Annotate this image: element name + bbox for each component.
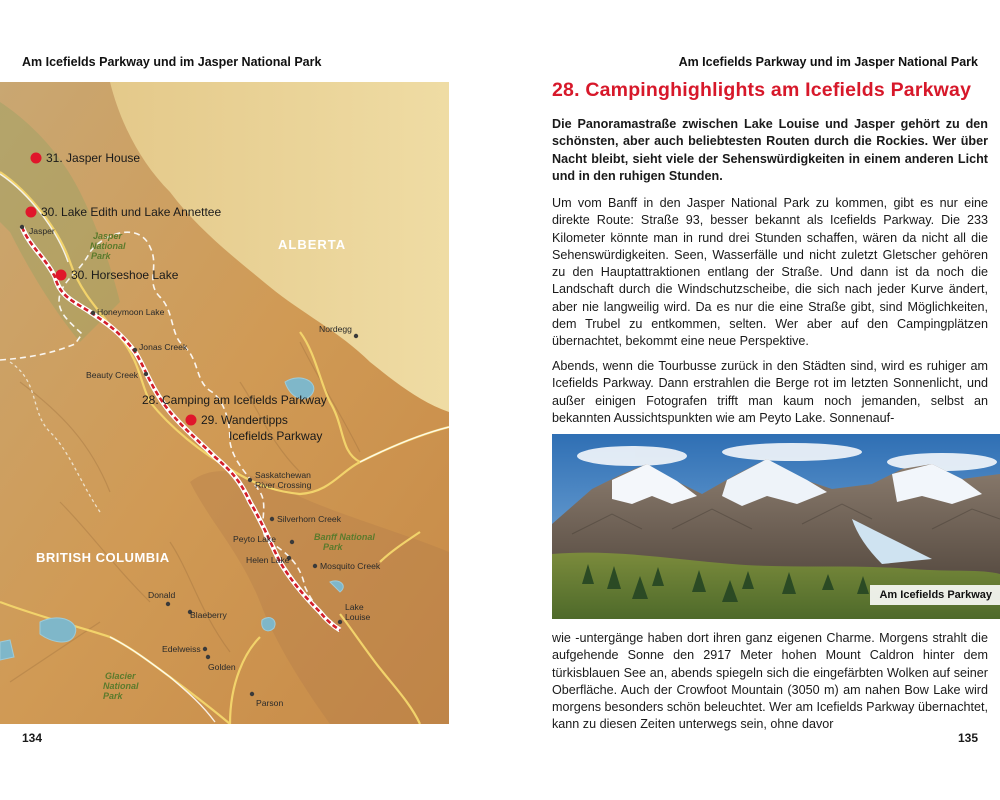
place-label-saskatchewan-2: River Crossing bbox=[255, 480, 312, 490]
place-label-blaeberry: Blaeberry bbox=[190, 610, 227, 620]
place-label-helen-lake: Helen Lake bbox=[246, 555, 290, 565]
intro-paragraph: Die Panoramastraße zwischen Lake Louise und Jasper gehört zu den schönsten, aber auch beliebtesten Routen durch die Rockies. Wer über Nacht bleibt, sieht viele der Sehenswürdigkeiten in einem anderen Licht und in den ruhigen Stunden. bbox=[552, 117, 988, 183]
highlight-label-29-line2: Icefields Parkway bbox=[229, 429, 323, 443]
park-label-banff-2: Park bbox=[323, 542, 343, 552]
running-head-right: Am Icefields Parkway und im Jasper National Park bbox=[678, 55, 978, 69]
place-label-mosquito-creek: Mosquito Creek bbox=[320, 561, 381, 571]
highlight-dot-30a bbox=[26, 207, 37, 218]
highlight-dot-31 bbox=[31, 153, 42, 164]
route-map bbox=[0, 82, 449, 724]
place-label-jasper: Jasper bbox=[29, 226, 55, 236]
body-paragraph-3: wie -untergänge haben dort ihren ganz eigenen Charme. Morgens strahlt die aufgehende Sonne den 2917 Meter hohen Mount Caldron hinter dem türkisblauen See an, abends spiegeln sich die eingefärbten Wolken auf seiner Oberfläche. Auch der Crowfoot Mountain (3050 m) am nahen Bow Lake wird morgens besonders schön beleuchtet. Wer am Icefields Parkway übernachtet, kann zu diesen Zeiten unterwegs sein, ohne davor bbox=[552, 631, 988, 732]
place-label-lake-louise-1: Lake bbox=[345, 602, 364, 612]
highlight-label-31: 31. Jasper House bbox=[46, 151, 141, 165]
page-number-right: 135 bbox=[957, 731, 978, 745]
park-label-glacier-2: National bbox=[103, 681, 139, 691]
highlight-label-30a: 30. Lake Edith und Lake Annettee bbox=[41, 205, 222, 219]
region-label-british-columbia: BRITISH COLUMBIA bbox=[36, 550, 170, 565]
place-label-silverhorn-creek: Silverhorn Creek bbox=[277, 514, 341, 524]
park-label-jasper-3: Park bbox=[91, 251, 111, 261]
place-label-jonas-creek: Jonas Creek bbox=[139, 342, 188, 352]
place-label-golden: Golden bbox=[208, 662, 236, 672]
body-paragraph-1: Um vom Banff in den Jasper National Park zu kommen, gibt es nur eine direkte Route: Straße 93, besser bekannt als Icefields Parkway. Die 233 Kilometer könnte man in rund drei Stunden schaffen, wären da nicht all die Sehenswürdigkeiten. Seen, Wasserfälle und nicht zuletzt Gletscher gehören zu den Hauptattraktionen entlang der Straße. Und dann ist da noch die Landschaft durch die Windschutzscheibe, die sich nach jeder Kurve ändert, aber nie langweilig wird. Da es nur die eine Straße gibt, sind Möglichkeiten, dem Trubel zu entkommen, selten. Wer aber auf den Campingplätzen übernachtet, bekommt eine neue Perspektive. bbox=[552, 196, 988, 349]
region-label-alberta: ALBERTA bbox=[278, 237, 347, 252]
place-label-saskatchewan-1: Saskatchewan bbox=[255, 470, 311, 480]
highlight-dot-29 bbox=[186, 415, 197, 426]
park-label-jasper-2: National bbox=[90, 241, 126, 251]
right-page bbox=[500, 0, 1000, 800]
place-label-parson: Parson bbox=[256, 698, 284, 708]
highlight-label-28: 28. Camping am Icefields Parkway bbox=[142, 393, 327, 407]
body-paragraph-2: Abends, wenn die Tourbusse zurück in den Städten sind, wird es ruhiger am Icefields Parkway. Dann erstrahlen die Berge rot im letzten Sonnenlicht, und außer einigen Fotografen trifft man kaum noch jemanden, selbst an bekannten Aussichtspunkten wie am Peyto Lake. Sonnenauf- bbox=[552, 359, 988, 425]
photo-caption: Am Icefields Parkway bbox=[870, 585, 1000, 605]
page-number-left: 134 bbox=[22, 731, 43, 745]
place-label-honeymoon-lake: Honeymoon Lake bbox=[97, 307, 165, 317]
icefields-photo bbox=[552, 434, 1000, 619]
running-head-left: Am Icefields Parkway und im Jasper National Park bbox=[22, 55, 322, 69]
section-title: 28. Campinghighlights am Icefields Parkway bbox=[552, 79, 972, 101]
place-label-lake-louise-2: Louise bbox=[345, 612, 371, 622]
park-label-glacier-1: Glacier bbox=[105, 671, 136, 681]
highlight-dot-30b bbox=[56, 270, 67, 281]
place-label-beauty-creek: Beauty Creek bbox=[86, 370, 139, 380]
park-label-banff-1: Banff National bbox=[314, 532, 375, 542]
place-label-peyto-lake: Peyto Lake bbox=[233, 534, 276, 544]
highlight-label-30b: 30. Horseshoe Lake bbox=[71, 268, 179, 282]
place-label-nordegg: Nordegg bbox=[319, 324, 352, 334]
place-label-edelweiss: Edelweiss bbox=[162, 644, 201, 654]
park-label-jasper-1: Jasper bbox=[93, 231, 123, 241]
highlight-label-29-line1: 29. Wandertipps bbox=[201, 413, 288, 427]
place-label-donald: Donald bbox=[148, 590, 176, 600]
park-label-glacier-3: Park bbox=[103, 691, 123, 701]
